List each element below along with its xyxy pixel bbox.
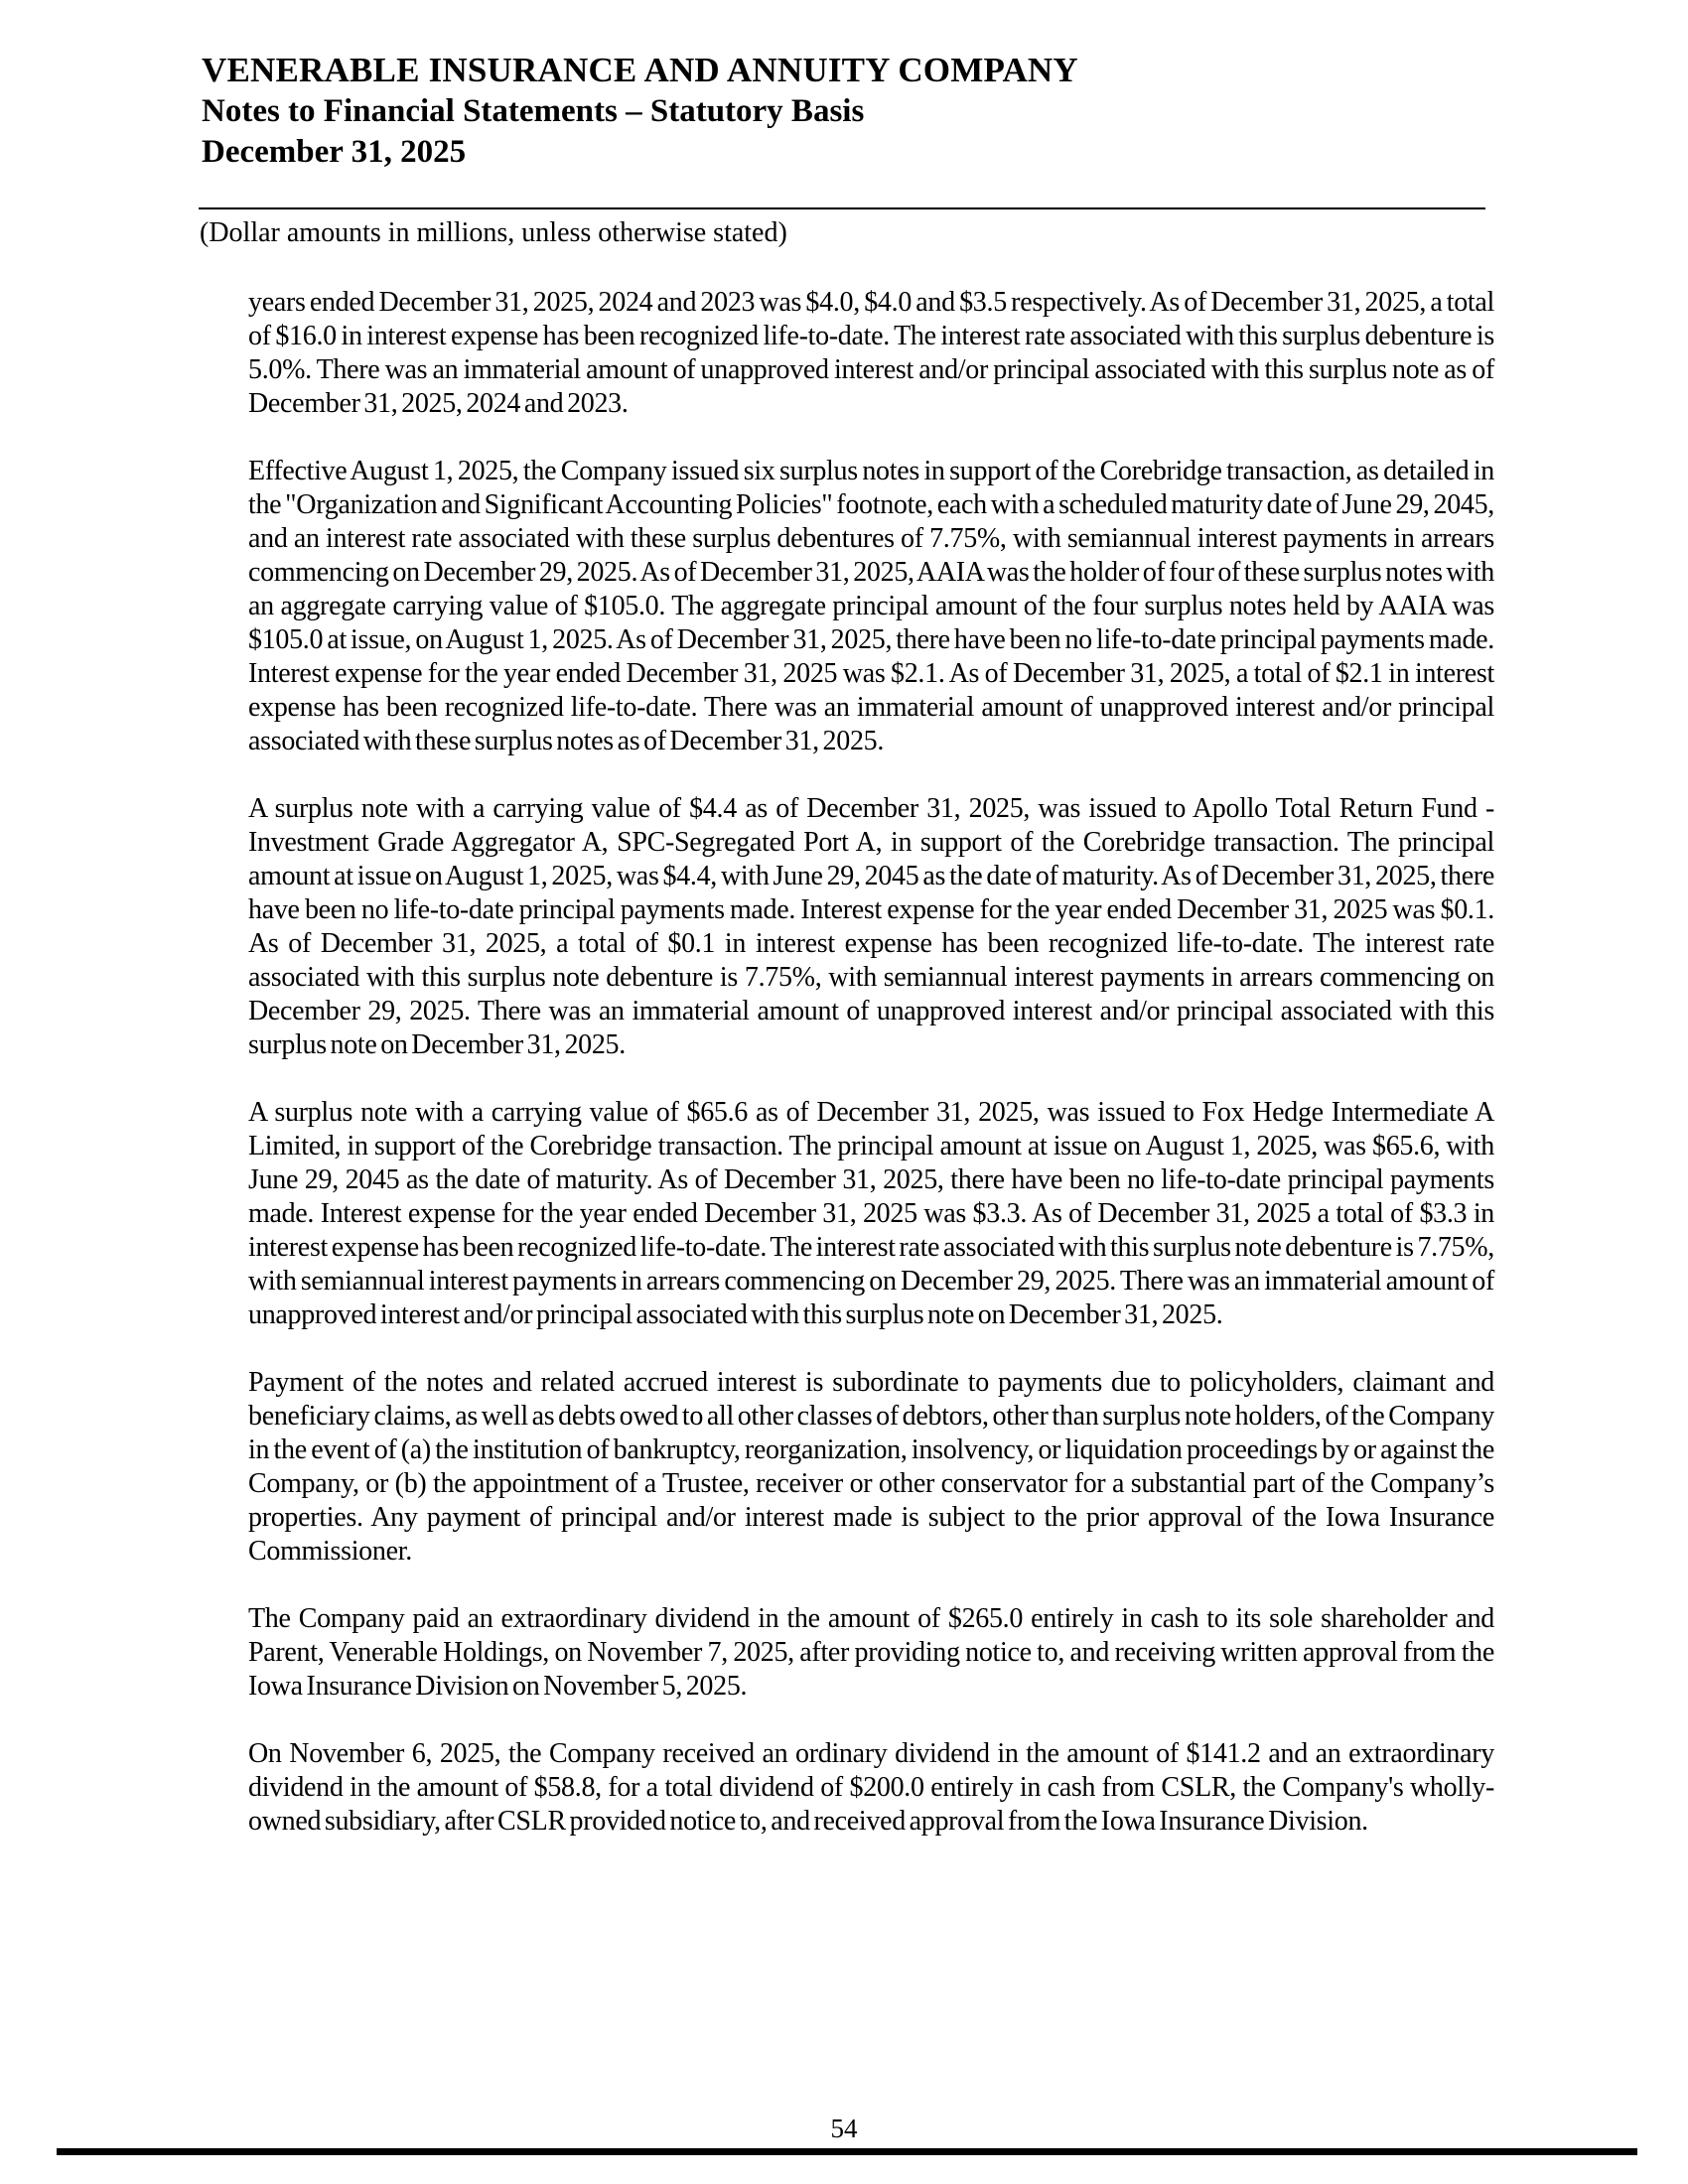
paragraph-apollo-surplus-note: A surplus note with a carrying value of $4.4 as of December 31, 2025, was issued to Apollo Total Return Fund - Investment Grade Aggregator A, SPC-Segregated Port A, in support of the Corebridge transaction. The principal amount at issue on August 1, 2025, was $4.4, with June 29, 2045 as the date of maturity. As of December 31, 2025, there have been no life-to-date principal payments made. Interest expense for the year ended December 31, 2025 was $0.1. As of December 31, 2025, a total of $0.1 in interest expense has been recognized life-to-date. The interest rate associated with this surplus note debenture is 7.75%, with semiannual interest payments in arrears commencing on December 29, 2025. There was an immaterial amount of unapproved interest and/or principal associated with this surplus note on December 31, 2025. <box>248 793 1494 1060</box>
units-note: (Dollar amounts in millions, unless otherwise stated) <box>200 217 787 248</box>
note-body <box>248 286 1494 1872</box>
paragraph-dividend-received-cslr: On November 6, 2025, the Company received an ordinary dividend in the amount of $141.2 and an extraordinary dividend in the amount of $58.8, for a total dividend of $200.0 entirely in cash from CSLR, the Company's wholly-owned subsidiary, after CSLR provided notice to, and received approval from the Iowa Insurance Division. <box>248 1738 1494 1837</box>
document-header <box>202 50 1492 173</box>
footer-divider <box>57 2148 1637 2155</box>
header-divider <box>199 207 1485 209</box>
paragraph-fox-hedge-surplus-note: A surplus note with a carrying value of $65.6 as of December 31, 2025, was issued to Fox Hedge Intermediate A Limited, in support of the Corebridge transaction. The principal amount at issue on August 1, 2025, was $65.6, with June 29, 2045 as the date of maturity. As of December 31, 2025, there have been no life-to-date principal payments made. Interest expense for the year ended December 31, 2025 was $3.3. As of December 31, 2025 a total of $3.3 in interest expense has been recognized life-to-date. The interest rate associated with this surplus note debenture is 7.75%, with semiannual interest payments in arrears commencing on December 29, 2025. There was an immaterial amount of unapproved interest and/or principal associated with this surplus note on December 31, 2025. <box>248 1097 1494 1330</box>
paragraph-payment-subordination: Payment of the notes and related accrued interest is subordinate to payments due to policyholders, claimant and beneficiary claims, as well as debts owed to all other classes of debtors, other than surplus note holders, of the Company in the event of (a) the institution of bankruptcy, reorganization, insolvency, or liquidation proceedings by or against the Company, or (b) the appointment of a Trustee, receiver or other conservator for a substantial part of the Company’s properties. Any payment of principal and/or interest made is subject to the prior approval of the Iowa Insurance Commissioner. <box>248 1367 1494 1567</box>
paragraph-six-surplus-notes: Effective August 1, 2025, the Company issued six surplus notes in support of the Corebridge transaction, as detailed in the "Organization and Significant Accounting Policies" footnote, each with a scheduled maturity date of June 29, 2045, and an interest rate associated with these surplus debentures of 7.75%, with semiannual interest payments in arrears commencing on December 29, 2025. As of December 31, 2025, AAIA was the holder of four of these surplus notes with an aggregate carrying value of $105.0. The aggregate principal amount of the four surplus notes held by AAIA was $105.0 at issue, on August 1, 2025. As of December 31, 2025, there have been no life-to-date principal payments made. Interest expense for the year ended December 31, 2025 was $2.1. As of December 31, 2025, a total of $2.1 in interest expense has been recognized life-to-date. There was an immaterial amount of unapproved interest and/or principal associated with these surplus notes as of December 31, 2025. <box>248 456 1494 756</box>
paragraph-interest-expense: years ended December 31, 2025, 2024 and 2023 was $4.0, $4.0 and $3.5 respectively. As of December 31, 2025, a total of $16.0 in interest expense has been recognized life-to-date. The interest rate associated with this surplus debenture is 5.0%. There was an immaterial amount of unapproved interest and/or principal associated with this surplus note as of December 31, 2025, 2024 and 2023. <box>248 287 1494 419</box>
company-name: VENERABLE INSURANCE AND ANNUITY COMPANY <box>202 51 1078 89</box>
page-number: 54 <box>830 2114 858 2143</box>
document-title: Notes to Financial Statements – Statutory Basis <box>202 93 865 129</box>
paragraph-extraordinary-dividend-paid: The Company paid an extraordinary dividend in the amount of $265.0 entirely in cash to its sole shareholder and Parent, Venerable Holdings, on November 7, 2025, after providing notice to, and receiving written approval from the Iowa Insurance Division on November 5, 2025. <box>248 1603 1494 1702</box>
report-date: December 31, 2025 <box>202 134 467 170</box>
